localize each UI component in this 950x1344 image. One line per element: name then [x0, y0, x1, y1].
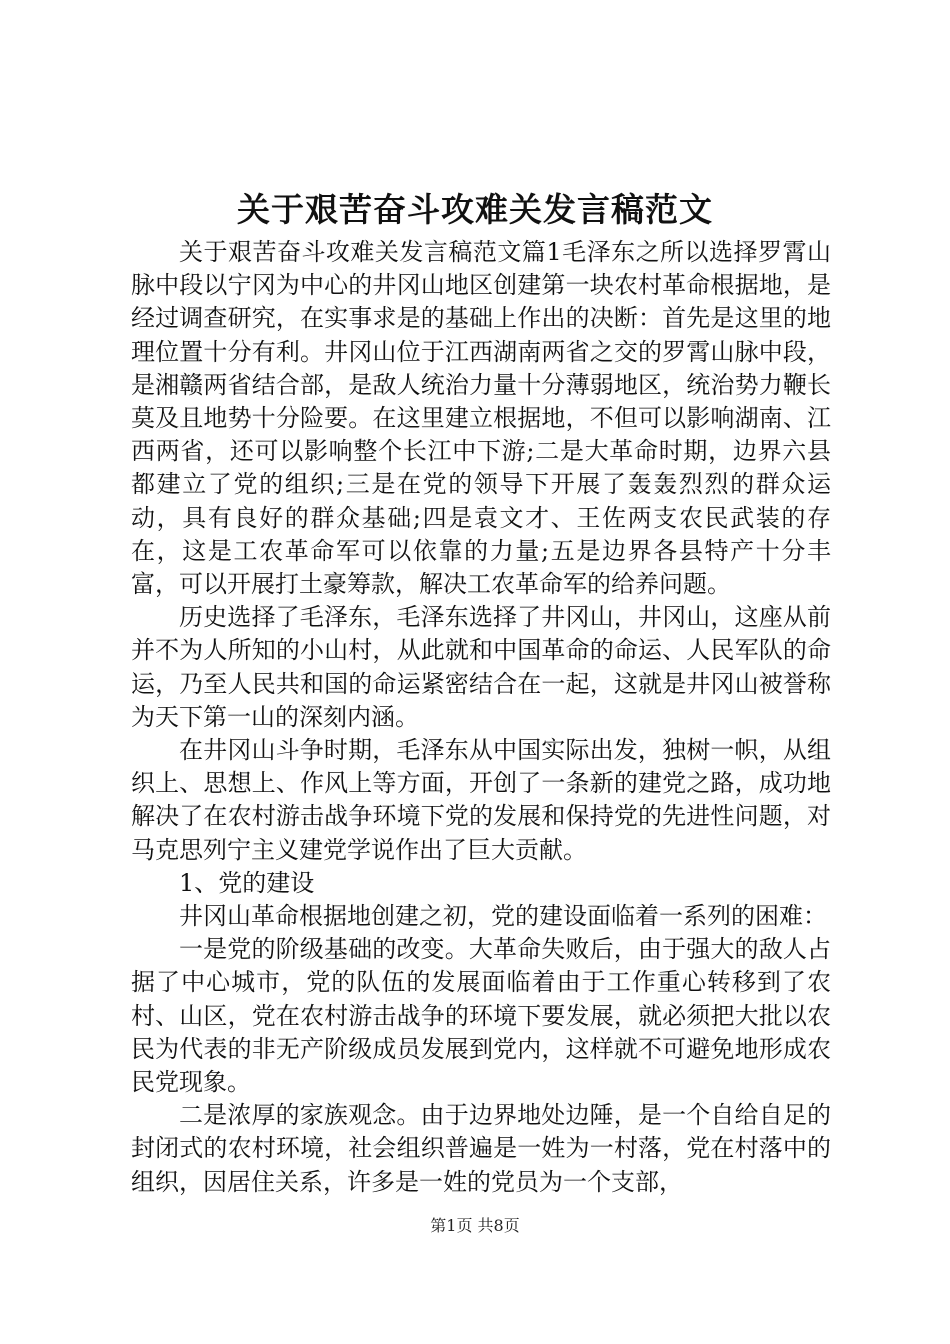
paragraph: 二是浓厚的家族观念。由于边界地处边陲，是一个自给自足的封闭式的农村环境，社会组织普遍是一姓为一村落，党在村落中的组织，因居住关系，许多是一姓的党员为一个支部， — [131, 1101, 831, 1196]
page-number-footer: 第1页 共8页 — [430, 1216, 520, 1235]
paragraph: 历史选择了毛泽东，毛泽东选择了井冈山，井冈山，这座从前并不为人所知的小山村，从此就和中国革命的命运、人民军队的命运，乃至人民共和国的命运紧密结合在一起，这就是井冈山被誉称为天下第一山的深刻内涵。 — [131, 603, 831, 731]
paragraph: 在井冈山斗争时期，毛泽东从中国实际出发，独树一帜，从组织上、思想上、作风上等方面，开创了一条新的建党之路，成功地解决了在农村游击战争环境下党的发展和保持党的先进性问题，对马克思列宁主义建党学说作出了巨大贡献。 — [131, 736, 831, 864]
paragraph: 关于艰苦奋斗攻难关发言稿范文篇1毛泽东之所以选择罗霄山脉中段以宁冈为中心的井冈山地区创建第一块农村革命根据地，是经过调查研究，在实事求是的基础上作出的决断：首先是这里的地理位置十分有利。井冈山位于江西湖南两省之交的罗霄山脉中段，是湘赣两省结合部，是敌人统治力量十分薄弱地区，统治势力鞭长莫及且地势十分险要。在这里建立根据地，不但可以影响湖南、江西两省，还可以影响整个长江中下游;二是大革命时期，边界六县都建立了党的组织;三是在党的领导下开展了轰轰烈烈的群众运动，具有良好的群众基础;四是袁文才、王佐两支农民武装的存在，这是工农革命军可以依靠的力量;五是边界各县特产十分丰富，可以开展打土豪筹款，解决工农革命军的给养问题。 — [131, 238, 831, 599]
document-body — [131, 236, 831, 1199]
paragraph: 一是党的阶级基础的改变。大革命失败后，由于强大的敌人占据了中心城市，党的队伍的发展面临着由于工作重心转移到了农村、山区，党在农村游击战争的环境下要发展，就必须把大批以农民为代表的非无产阶级成员发展到党内，这样就不可避免地形成农民党现象。 — [131, 935, 831, 1097]
section-heading: 1、党的建设 — [179, 868, 315, 897]
document-title: 关于艰苦奋斗攻难关发言稿范文 — [237, 190, 713, 229]
paragraph: 井冈山革命根据地创建之初，党的建设面临着一系列的困难： — [179, 902, 827, 931]
